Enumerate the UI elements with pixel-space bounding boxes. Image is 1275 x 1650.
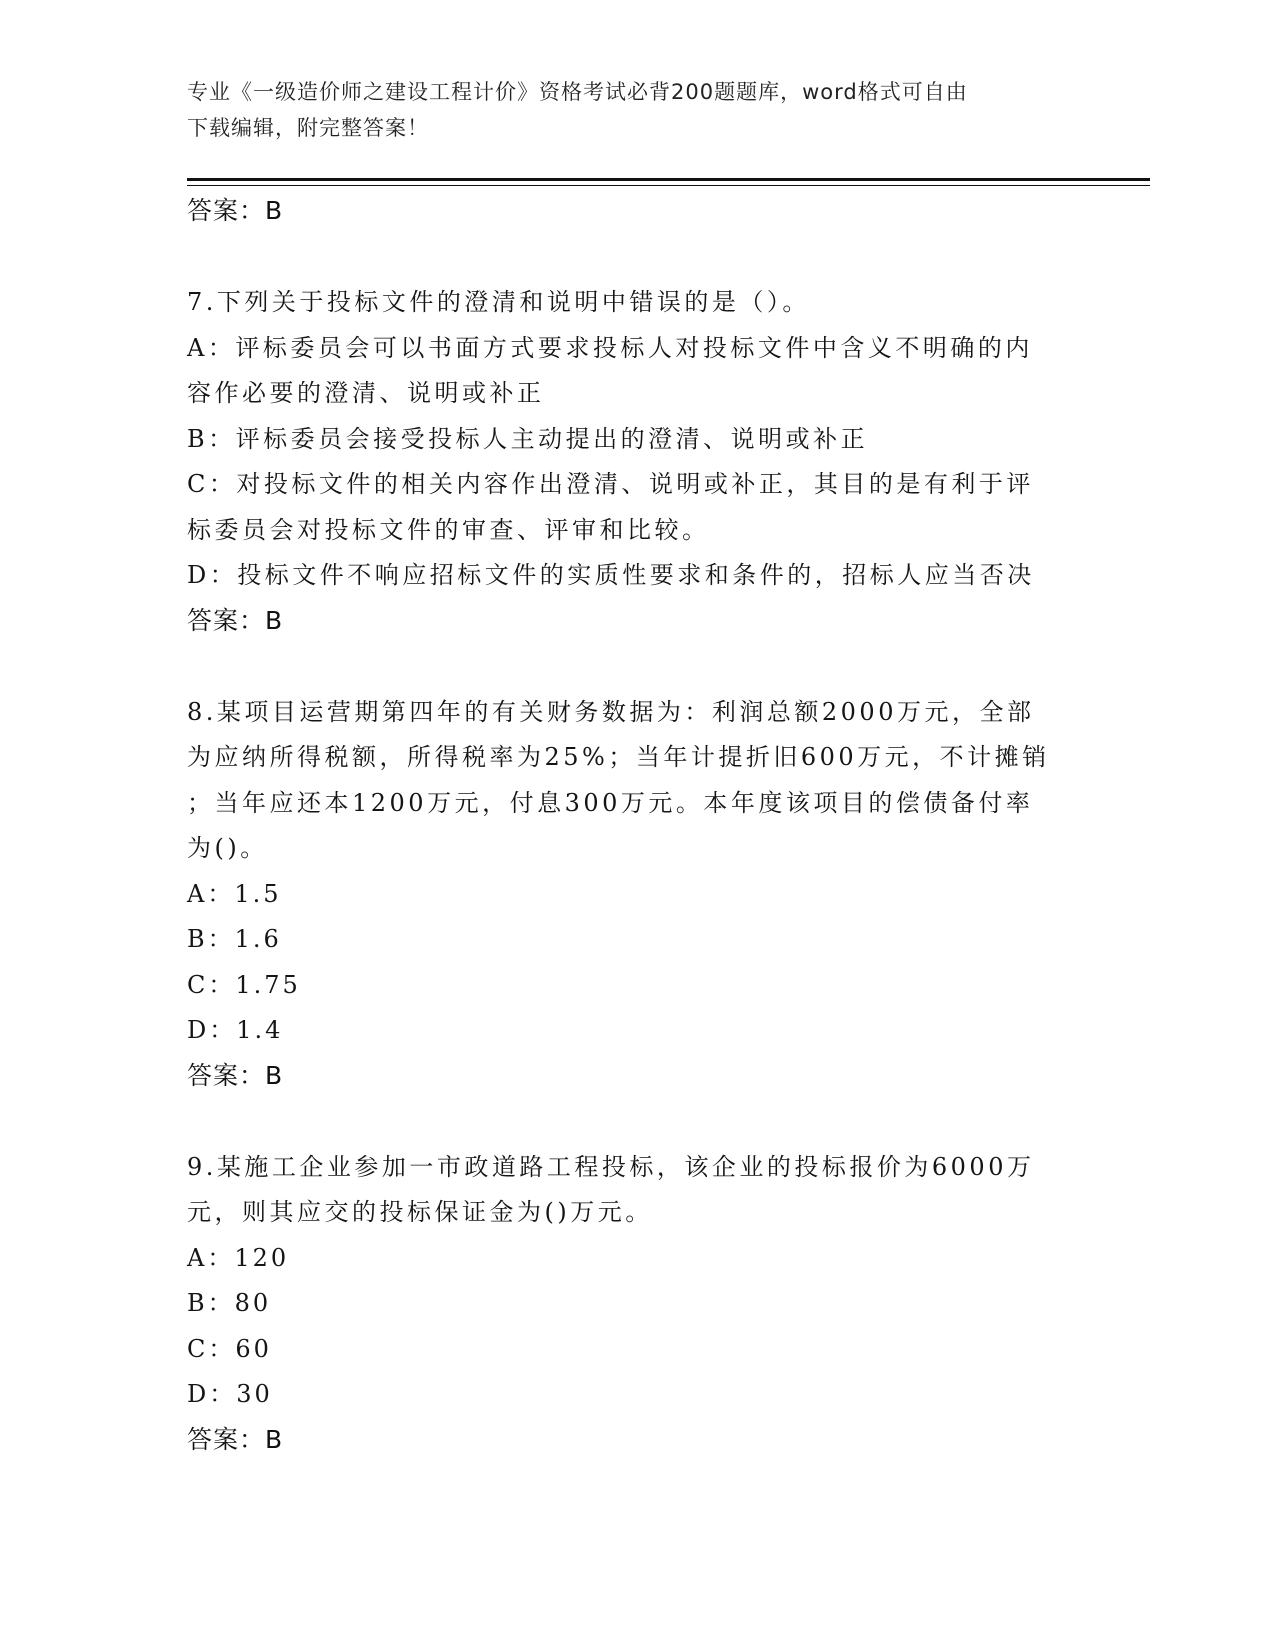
- answer-previous: 答案：B: [187, 196, 284, 225]
- question-7-option-d: D：投标文件不响应招标文件的实质性要求和条件的，招标人应当否决: [187, 561, 1035, 589]
- question-8-stem-line-1: 8.某项目运营期第四年的有关财务数据为：利润总额2000万元，全部: [187, 697, 1035, 726]
- header-line-2: 下载编辑，附完整答案！: [187, 116, 429, 140]
- question-8: [187, 690, 1087, 1098]
- question-9-option-c: C：60: [187, 1334, 272, 1363]
- question-7-stem-line: 7.下列关于投标文件的澄清和说明中错误的是（）。: [187, 288, 810, 316]
- question-8-stem-line-3: ；当年应还本1200万元，付息300万元。本年度该项目的偿债备付率: [187, 788, 1034, 817]
- question-7-option-c-cont: 标委员会对投标文件的审查、评审和比较。: [187, 515, 710, 544]
- question-7-option-a: A：评标委员会可以书面方式要求投标人对投标文件中含义不明确的内: [187, 333, 1033, 362]
- question-7-answer: 答案：B: [187, 605, 284, 635]
- question-9-stem-line-2: 元，则其应交的投标保证金为()万元。: [187, 1198, 653, 1226]
- question-8-option-d: D：1.4: [187, 1016, 284, 1044]
- question-9-answer: 答案：B: [187, 1424, 284, 1454]
- question-9: [187, 1145, 1087, 1462]
- question-7-option-a-cont: 容作必要的澄清、说明或补正: [187, 379, 545, 407]
- question-7-option-b: B：评标委员会接受投标人主动提出的澄清、说明或补正: [187, 424, 869, 453]
- question-9-option-a: A：120: [187, 1243, 290, 1272]
- question-7: [187, 280, 1087, 643]
- question-8-option-b: B：1.6: [187, 925, 282, 953]
- question-8-stem-line-2: 为应纳所得税额，所得税率为25%；当年计提折旧600万元，不计摊销: [187, 743, 1050, 771]
- document-body: [187, 189, 1087, 1462]
- question-9-stem-line-1: 9.某施工企业参加一市政道路工程投标，该企业的投标报价为6000万: [187, 1152, 1035, 1181]
- question-8-answer: 答案：B: [187, 1060, 284, 1090]
- question-8-option-c: C：1.75: [187, 970, 301, 999]
- question-9-option-b: B：80: [187, 1289, 272, 1317]
- question-8-stem-line-4: 为()。: [187, 834, 268, 862]
- page-header: [187, 74, 1087, 146]
- question-7-option-c: C：对投标文件的相关内容作出澄清、说明或补正，其目的是有利于评: [187, 470, 1034, 498]
- header-divider-thick: [187, 178, 1150, 181]
- header-line-1: 专业《一级造价师之建设工程计价》资格考试必背200题题库，word格式可自由: [187, 80, 968, 104]
- question-9-option-d: D：30: [187, 1380, 273, 1408]
- question-8-option-a: A：1.5: [187, 879, 282, 908]
- header-divider-thin: [187, 185, 1150, 186]
